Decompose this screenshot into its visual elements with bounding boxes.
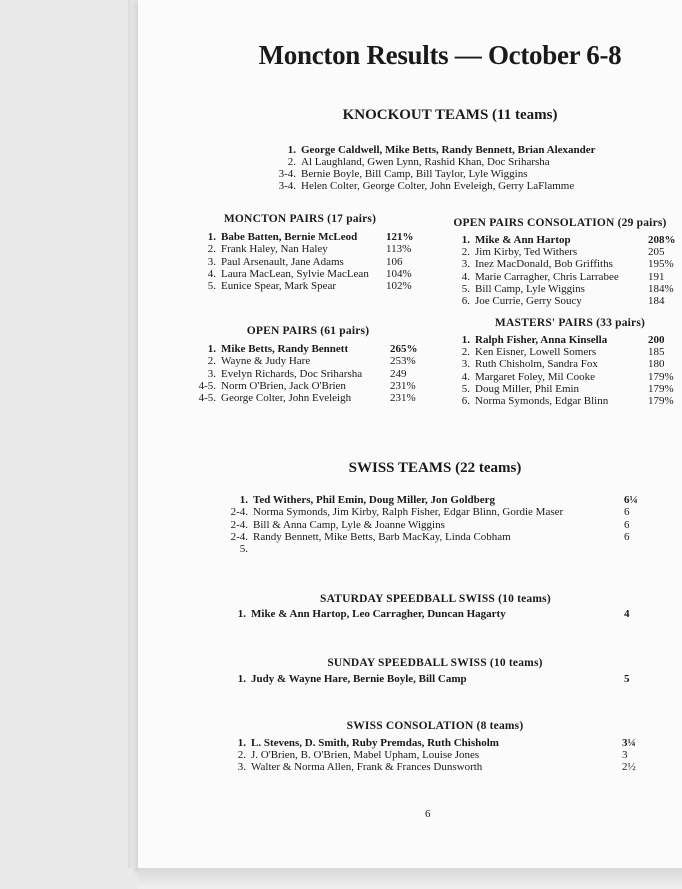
score: 5 [624,673,630,685]
result-row [196,256,436,268]
section-heading: OPEN PAIRS (61 pairs) [246,325,370,337]
score: 104% [386,267,412,280]
result-row [192,355,422,367]
rank: 3. [237,761,246,774]
result-row [458,283,678,295]
rank: 6. [461,395,470,407]
team-names: Mike & Ann Hartop [475,234,571,246]
result-row [196,268,436,280]
rank: 6. [461,295,470,307]
team-names: Norma Symonds, Jim Kirby, Ralph Fisher, Edgar Blinn, Gordie Maser [253,506,564,519]
section-heading: KNOCKOUT TEAMS (11 teams) [342,107,558,123]
score: 205 [648,246,665,259]
team-names: Joe Currie, Gerry Soucy [475,295,582,307]
score: 106 [386,255,403,268]
score: 3 [622,749,628,762]
score: 113% [386,243,412,256]
rank: 5. [461,382,470,395]
result-row [226,673,646,685]
team-names: Bill Camp, Lyle Wiggins [475,282,585,295]
team-names: Walter & Norma Allen, Frank & Frances Dunsworth [251,761,483,774]
rank: 1. [207,343,216,355]
score: 184% [648,282,674,295]
rank: 4-5. [198,392,216,405]
team-names: George Colter, John Eveleigh [221,392,352,405]
team-names: George Caldwell, Mike Betts, Randy Bennett, Brian Alexander [301,144,596,156]
score: 208% [648,234,676,246]
result-row [222,494,642,506]
section-heading: SWISS TEAMS (22 teams) [348,460,522,476]
rank: 1. [207,231,216,243]
team-names: Margaret Foley, Mil Cooke [475,370,596,383]
result-row [458,383,678,395]
rank: 1. [237,608,246,620]
rank: 3-4. [278,168,296,180]
team-names: Ruth Chisholm, Sandra Fox [475,358,598,371]
result-row [222,506,642,518]
rank: 2. [207,243,216,256]
score: 121% [386,231,414,243]
team-names: Ken Eisner, Lowell Somers [475,346,597,359]
team-names: Inez MacDonald, Bob Griffiths [475,258,613,271]
team-names: Randy Bennett, Mike Betts, Barb MacKay, Linda Cobham [253,530,511,543]
score: 200 [648,334,665,346]
result-row [222,519,642,531]
score: 6 [624,506,630,519]
result-row [192,392,422,404]
team-names: Al Laughland, Gwen Lynn, Rashid Khan, Doc Sriharsha [301,156,550,168]
rank: 3-4. [278,180,296,192]
team-names: Norm O'Brien, Jack O'Brien [221,379,346,392]
score: 6 [624,518,630,531]
team-names: Evelyn Richards, Doc Sriharsha [221,367,363,380]
rank: 3. [207,255,216,268]
result-row [226,608,646,620]
rank: 2. [461,346,470,359]
section-heading: MASTERS' PAIRS (33 pairs) [494,317,646,329]
rank: 5. [461,282,470,295]
result-row [458,246,678,258]
page-title: Moncton Results — October 6-8 [258,40,622,70]
result-row [192,368,422,380]
rank: 4. [461,370,470,383]
team-names: Wayne & Judy Hare [221,355,311,368]
team-names: Bernie Boyle, Bill Camp, Bill Taylor, Lyle Wiggins [301,168,528,180]
rank: 1. [237,737,246,749]
result-row [192,343,422,355]
team-names: Mike Betts, Randy Bennett [221,343,349,355]
score: 253% [390,355,416,368]
rank: 2-4. [230,506,248,519]
result-row [264,168,604,180]
score: 265% [390,343,418,355]
result-row [458,234,678,246]
result-row [226,749,646,761]
team-names: Judy & Wayne Hare, Bernie Boyle, Bill Camp [251,673,467,685]
score: 4 [624,608,630,620]
result-row [196,280,436,292]
team-names: Ted Withers, Phil Emin, Doug Miller, Jon Goldberg [253,494,496,506]
rank: 4-5. [198,379,216,392]
result-row [226,761,646,773]
team-names: Eunice Spear, Mark Spear [221,280,337,293]
score: 185 [648,346,665,359]
result-row [196,243,436,255]
section-heading: SUNDAY SPEEDBALL SWISS (10 teams) [327,657,543,669]
rank: 3. [207,367,216,380]
rank: 1. [461,334,470,346]
team-names: Paul Arsenault, Jane Adams [221,255,344,268]
team-names: Jim Kirby, Ted Withers [475,246,578,259]
result-row [458,371,678,383]
team-names: Mike & Ann Hartop, Leo Carragher, Duncan Hagarty [251,608,506,620]
page-edge [128,0,138,868]
section-heading: SWISS CONSOLATION (8 teams) [346,720,524,732]
result-row [264,156,604,168]
result-row [458,258,678,270]
team-names: J. O'Brien, B. O'Brien, Mabel Upham, Louise Jones [251,749,480,762]
score: 6¼ [624,494,638,506]
result-row [458,346,678,358]
result-row [226,737,646,749]
team-names: Laura MacLean, Sylvie MacLean [221,267,369,280]
rank: 2. [287,156,296,168]
rank: 1. [239,494,248,506]
rank: 4. [461,270,470,283]
rank: 5. [239,543,248,556]
result-row [458,395,678,407]
rank: 1. [461,234,470,246]
score: 195% [648,258,674,271]
rank: 4. [207,267,216,280]
rank: 2. [207,355,216,368]
team-names: Babe Batten, Bernie McLeod [221,231,358,243]
score: 179% [648,382,674,395]
result-row [458,358,678,370]
score: 2½ [622,761,636,774]
team-names: Norma Symonds, Edgar Blinn [475,395,609,407]
score: 179% [648,370,674,383]
score: 231% [390,379,416,392]
team-names: Bill & Anna Camp, Lyle & Joanne Wiggins [253,518,445,531]
result-row [264,180,604,192]
rank: 2. [461,246,470,259]
team-names: Marie Carragher, Chris Larrabee [475,270,619,283]
rank: 2-4. [230,518,248,531]
rank: 2-4. [230,530,248,543]
score: 249 [390,367,407,380]
score: 191 [648,270,665,283]
rank: 3. [461,258,470,271]
score: 180 [648,358,665,371]
result-row [196,231,436,243]
result-row [264,144,604,156]
result-row [192,380,422,392]
section-heading: MONCTON PAIRS (17 pairs) [223,213,377,225]
rank: 1. [287,144,296,156]
result-row [458,271,678,283]
result-row [222,543,642,555]
result-row [458,295,678,307]
score: 184 [648,295,665,307]
rank: 3. [461,358,470,371]
page-number: 6 [425,808,431,820]
section-heading: SATURDAY SPEEDBALL SWISS (10 teams) [320,593,551,605]
rank: 2. [237,749,246,762]
score: 102% [386,280,412,293]
team-names: Ralph Fisher, Anna Kinsella [475,334,608,346]
score: 6 [624,530,630,543]
team-names: Helen Colter, George Colter, John Eveleigh, Gerry LaFlamme [301,180,575,192]
score: 231% [390,392,416,405]
result-row [458,334,678,346]
team-names: L. Stevens, D. Smith, Ruby Premdas, Ruth Chisholm [251,737,499,749]
page-shadow [138,868,682,889]
score: 179% [648,395,674,407]
score: 3¼ [622,737,636,749]
rank: 5. [207,280,216,293]
rank: 1. [237,673,246,685]
team-names: Doug Miller, Phil Emin [475,382,580,395]
section-heading: OPEN PAIRS CONSOLATION (29 pairs) [453,217,667,229]
result-row [222,531,642,543]
team-names: Frank Haley, Nan Haley [221,243,328,256]
